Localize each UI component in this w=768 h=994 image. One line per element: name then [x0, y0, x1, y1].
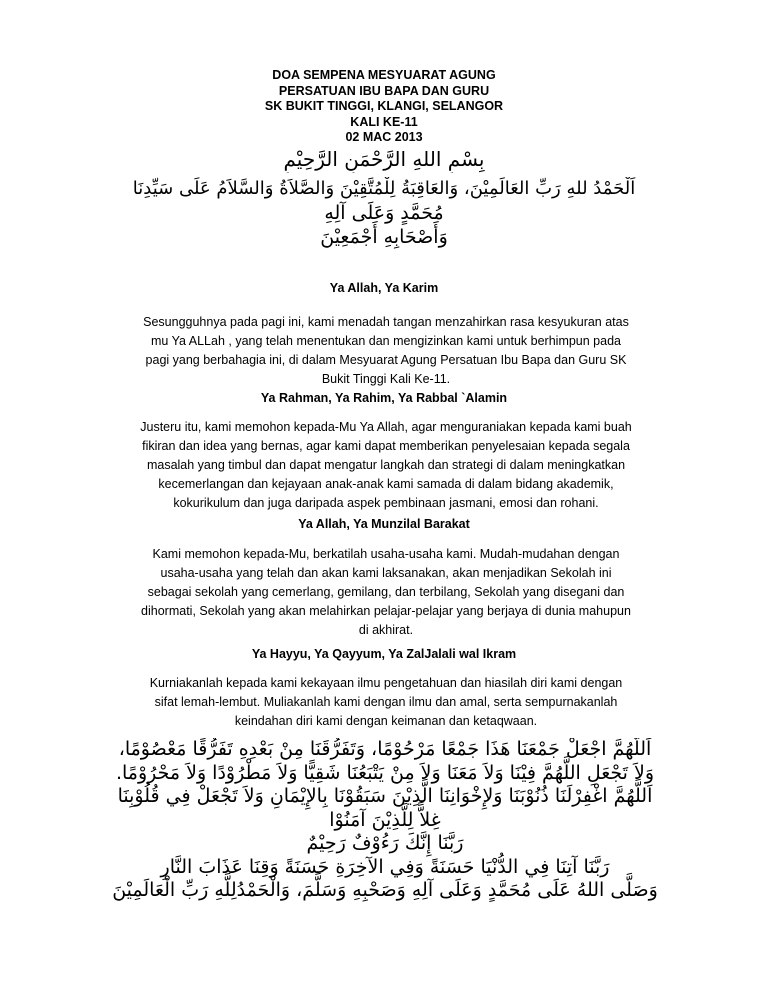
paragraph-line: Justeru itu, kami memohon kepada-Mu Ya Allah, agar menguraniakan kepada kami buah — [140, 420, 632, 434]
paragraph-line: Kurniakanlah kepada kami kekayaan ilmu pengetahuan dan hiasilah diri kami dengan — [149, 676, 623, 690]
section-paragraph — [112, 674, 660, 731]
closing-arabic-line: اَللَّهُمَّ اجْعَلْ جَمْعَنَا هَذَا جَمْعًا مَرْحُوْمًا، وَتَفَرُّقَنَا مِنْ بَعْدِهِ تَفَرُّقًا مَعْصُوْمًا، — [118, 738, 652, 760]
opening-arabic-line: مُحَمَّدٍ وَعَلَى آلِهِ — [324, 202, 444, 224]
header-association: PERSATUAN IBU BAPA DAN GURU — [278, 83, 490, 98]
section-paragraph — [112, 545, 660, 640]
paragraph-line: kecemerlangan dan kejayaan anak-anak kami samada di dalam bidang akademik, — [158, 477, 614, 491]
section-heading: Ya Allah, Ya Munzilal Barakat — [298, 517, 470, 531]
section-heading: Ya Hayyu, Ya Qayyum, Ya ZalJalali wal Ikram — [251, 647, 517, 661]
opening-arabic — [100, 177, 668, 249]
section-paragraph — [112, 313, 660, 389]
paragraph-line: Bukit Tinggi Kali Ke-11. — [321, 372, 451, 386]
document-header — [0, 68, 768, 146]
section-heading: Ya Rahman, Ya Rahim, Ya Rabbal `Alamin — [260, 391, 508, 405]
header-title: DOA SEMPENA MESYUARAT AGUNG — [272, 68, 496, 82]
paragraph-line: keindahan diri kami dengan keimanan dan ketaqwaan. — [234, 714, 538, 728]
paragraph-line: di akhirat. — [358, 623, 414, 637]
paragraph-line: mu Ya ALLah , yang telah menentukan dan mengizinkan kami untuk berhimpun pada — [151, 334, 621, 348]
section-paragraph — [112, 418, 660, 513]
header-date: 02 MAC 2013 — [345, 130, 423, 144]
closing-arabic-line: وَلاَ تَجْعَلِ اللَّهُمَّ فِيْنَا وَلاَ مَعَنَا وَلاَ مِنْ يَتْبَعُنَا شَقِيًّا وَلاَ مَطْرُوْدًا وَلاَ مَحْرُوْمًا. — [115, 761, 655, 784]
opening-arabic-line: اَلْحَمْدُ للهِ رَبِّ العَالَمِيْنَ، وَالعَاقِبَةُ لِلْمُتَّقِيْنَ وَالصَّلاَةُ وَالسَّلاَمُ عَلَى سَيِّدِنَا — [132, 178, 636, 199]
opening-arabic-line: وَأَصْحَابِهِ أَجْمَعِيْنَ — [320, 226, 448, 248]
paragraph-line: pagi yang berbahagia ini, di dalam Mesyuarat Agung Persatuan Ibu Bapa dan Guru SK — [145, 353, 627, 367]
paragraph-line: dihormati, Sekolah yang akan melahirkan pelajar-pelajar yang berjaya di dunia mahupun — [141, 604, 631, 618]
paragraph-line: kokurikulum dan juga daripada aspek pembinaan jasmani, emosi dan rohani. — [173, 496, 599, 510]
header-session: KALI KE-11 — [350, 114, 418, 129]
closing-arabic — [105, 738, 665, 903]
closing-arabic-line: غِلاًّ لِلَّذِيْنَ آمَنُوْا — [329, 808, 441, 831]
closing-arabic-line: رَبَّنَا آتِنَا فِي الدُّنْيَا حَسَنَةً وَفِي الآخِرَةِ حَسَنَةً وَقِنَا عَذَابَ النَّارِ — [160, 855, 610, 878]
paragraph-line: Kami memohon kepada-Mu, berkatilah usaha-usaha kami. Mudah-mudahan dengan — [152, 547, 620, 561]
paragraph-line: usaha-usaha yang telah dan akan kami laksanakan, akan menjadikan Sekolah ini — [160, 566, 612, 580]
closing-arabic-line: اَللَّهُمَّ اغْفِرْلَنَا ذُنُوْبَنَا وَلإِخْوَانِنَا الَّذِيْنَ سَبَقُوْنَا بِالإِيْمَانِ وَلاَ تَجْعَلْ فِي قُلُوْبِنَا — [117, 785, 653, 807]
closing-arabic-line: وَصَلَّى اللهُ عَلَى مُحَمَّدٍ وَعَلَى آلِهِ وَصَحْبِهِ وَسَلَّمَ، وَالْحَمْدُلِلَّهِ رَبِّ الْعَالَمِيْنَ — [112, 879, 658, 901]
paragraph-line: fikiran dan idea yang bernas, agar kami dapat memberikan penyelesaian kepada segala — [142, 439, 630, 453]
header-school: SK BUKIT TINGGI, KLANGI, SELANGOR — [264, 99, 504, 113]
paragraph-line: sifat lemah-lembut. Muliakanlah kami dengan ilmu dan amal, serta sempurnakanlah — [154, 695, 618, 709]
section-heading: Ya Allah, Ya Karim — [329, 281, 439, 295]
paragraph-line: sebagai sekolah yang cemerlang, gemilang, dan terbilang, Sekolah yang disegani dan — [147, 585, 625, 599]
basmala: بِسْمِ اللهِ الرَّحْمَنِ الرَّحِيْمِ — [283, 147, 485, 171]
paragraph-line: masalah yang timbul dan dapat mengatur langkah dan strategi di dalam meningkatkan — [146, 458, 626, 472]
closing-arabic-line: رَبَّنَا إِنَّكَ رَءُوْفٌ رَحِيْمٌ — [306, 832, 464, 854]
paragraph-line: Sesungguhnya pada pagi ini, kami menadah tangan menzahirkan rasa kesyukuran atas — [143, 315, 629, 329]
